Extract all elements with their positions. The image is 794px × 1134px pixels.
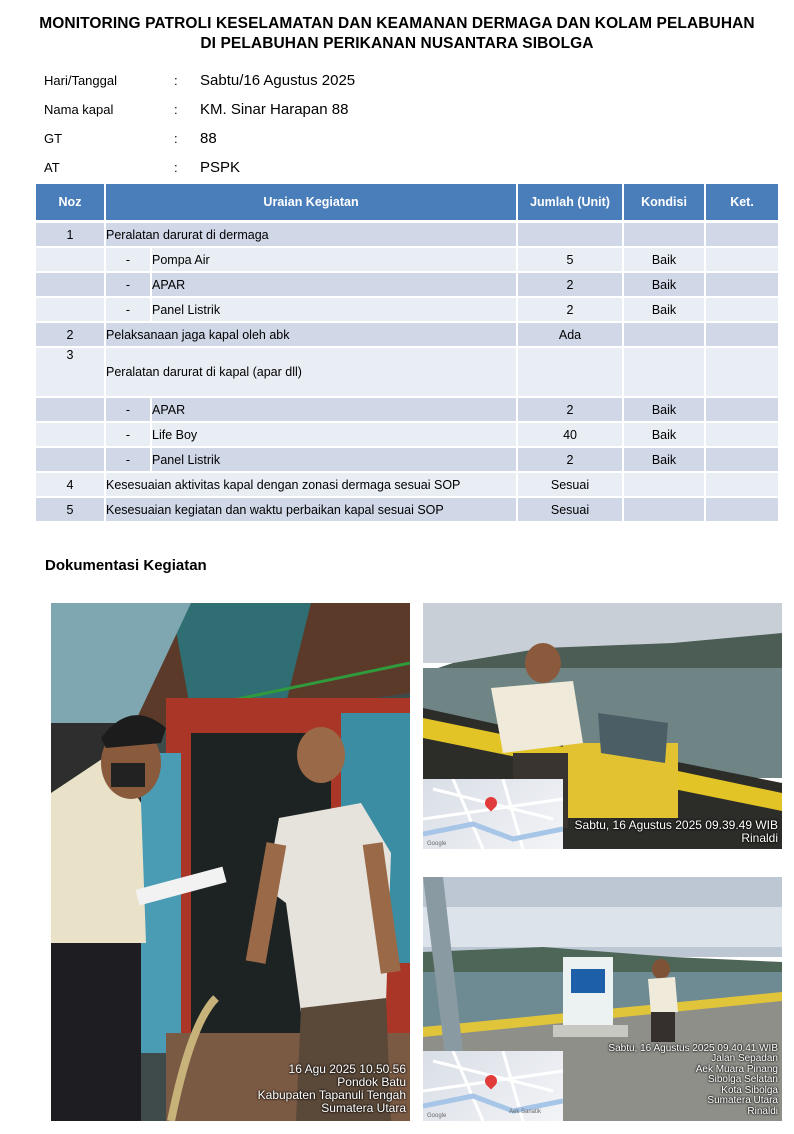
stamp-line: Sabtu, 16 Agustus 2025 09.40.41 WIB — [608, 1042, 778, 1054]
row-uraian: Kesesuaian aktivitas kapal dengan zonasi dermaga sesuai SOP — [106, 473, 518, 498]
gt-value: 88 — [200, 130, 217, 147]
stamp-line: Rinaldi — [741, 831, 778, 845]
row-uraian: Peralatan darurat di dermaga — [106, 223, 518, 248]
row-ket — [706, 448, 780, 473]
stamp-line: Sumatera Utara — [707, 1095, 778, 1106]
info-block — [44, 66, 355, 182]
row-dash: - — [106, 448, 152, 473]
table-row — [36, 223, 780, 248]
photo-timestamp — [608, 1044, 778, 1118]
table-row — [36, 348, 780, 398]
table-row — [36, 323, 780, 348]
row-item: Panel Listrik — [152, 298, 518, 323]
location-map — [423, 779, 563, 849]
stamp-line: Pondok Batu — [337, 1075, 406, 1089]
table-header-row — [36, 184, 780, 223]
colon: : — [174, 102, 178, 117]
photo-timestamp — [258, 1063, 406, 1115]
table-row — [36, 298, 780, 323]
date-value: Sabtu/16 Agustus 2025 — [200, 72, 356, 89]
title-line-1: MONITORING PATROLI KESELAMATAN DAN KEAMANAN DERMAGA DAN KOLAM PELABUHAN — [39, 15, 755, 32]
stamp-line: Sumatera Utara — [321, 1101, 406, 1115]
row-no: 3 — [36, 348, 106, 398]
row-ket — [706, 248, 780, 273]
row-jumlah: 2 — [518, 273, 624, 298]
row-ket — [706, 348, 780, 398]
colon: : — [174, 131, 178, 146]
row-jumlah: 2 — [518, 398, 624, 423]
row-jumlah: Ada — [518, 323, 624, 348]
header-ket: Ket. — [706, 184, 780, 223]
activity-table — [36, 184, 780, 523]
documentation-heading: Dokumentasi Kegiatan — [45, 557, 207, 574]
row-ket — [706, 323, 780, 348]
photo-timestamp — [575, 819, 778, 845]
row-no — [36, 423, 106, 448]
row-item: Panel Listrik — [152, 448, 518, 473]
row-kondisi — [624, 498, 706, 523]
row-kondisi: Baik — [624, 398, 706, 423]
row-kondisi: Baik — [624, 248, 706, 273]
row-uraian: Pelaksanaan jaga kapal oleh abk — [106, 323, 518, 348]
row-item: APAR — [152, 398, 518, 423]
info-row-gt — [44, 124, 355, 153]
row-jumlah — [518, 223, 624, 248]
row-no — [36, 248, 106, 273]
row-dash: - — [106, 298, 152, 323]
row-jumlah: Sesuai — [518, 473, 624, 498]
row-ket — [706, 423, 780, 448]
map-place-label: Aek Sanatik — [509, 1109, 542, 1115]
date-label: Hari/Tanggal — [44, 73, 117, 88]
row-kondisi: Baik — [624, 448, 706, 473]
ship-value: KM. Sinar Harapan 88 — [200, 101, 349, 118]
row-kondisi — [624, 223, 706, 248]
stamp-line: 16 Agu 2025 10.50.56 — [288, 1062, 406, 1076]
photo-pier-equipment — [423, 603, 782, 849]
row-no — [36, 448, 106, 473]
boat-scene-image — [51, 603, 410, 1121]
row-jumlah: 2 — [518, 298, 624, 323]
stamp-line: Aek Muara Pinang — [695, 1063, 778, 1075]
table-row — [36, 448, 780, 473]
at-label: AT — [44, 160, 60, 175]
photo-inspection-boat — [51, 603, 410, 1121]
row-ket — [706, 498, 780, 523]
row-kondisi: Baik — [624, 273, 706, 298]
row-item: APAR — [152, 273, 518, 298]
row-no — [36, 398, 106, 423]
table-row — [36, 398, 780, 423]
row-uraian: Kesesuaian kegiatan dan waktu perbaikan kapal sesuai SOP — [106, 498, 518, 523]
row-ket — [706, 273, 780, 298]
gt-label: GT — [44, 131, 63, 146]
row-kondisi: Baik — [624, 298, 706, 323]
table-row — [36, 248, 780, 273]
header-uraian: Uraian Kegiatan — [106, 184, 518, 223]
colon: : — [174, 160, 178, 175]
row-item: Pompa Air — [152, 248, 518, 273]
colon: : — [174, 73, 178, 88]
stamp-line: Sibolga Selatan — [707, 1074, 778, 1085]
row-uraian: Peralatan darurat di kapal (apar dll) — [106, 348, 518, 398]
row-dash: - — [106, 423, 152, 448]
row-kondisi — [624, 348, 706, 398]
table-row — [36, 473, 780, 498]
info-row-at — [44, 153, 355, 182]
row-ket — [706, 223, 780, 248]
stamp-line: Sabtu, 16 Agustus 2025 09.39.49 WIB — [574, 818, 778, 832]
document-title — [0, 14, 794, 54]
row-jumlah: Sesuai — [518, 498, 624, 523]
info-row-date — [44, 66, 355, 95]
row-ket — [706, 398, 780, 423]
row-no — [36, 298, 106, 323]
row-no: 5 — [36, 498, 106, 523]
table-row — [36, 498, 780, 523]
row-dash: - — [106, 248, 152, 273]
header-no: Noz — [36, 184, 106, 223]
row-jumlah: 5 — [518, 248, 624, 273]
info-row-ship — [44, 95, 355, 124]
stamp-line: Rinaldi — [747, 1105, 778, 1117]
row-ket — [706, 473, 780, 498]
photo-electric-panel — [423, 877, 782, 1121]
row-ket — [706, 298, 780, 323]
header-kondisi: Kondisi — [624, 184, 706, 223]
map-brand: Google — [427, 1113, 447, 1119]
row-no: 1 — [36, 223, 106, 248]
row-dash: - — [106, 273, 152, 298]
row-kondisi: Baik — [624, 423, 706, 448]
row-no: 2 — [36, 323, 106, 348]
at-value: PSPK — [200, 159, 241, 176]
table-row — [36, 273, 780, 298]
location-map — [423, 1051, 563, 1121]
stamp-line: Kabupaten Tapanuli Tengah — [257, 1088, 406, 1102]
row-no — [36, 273, 106, 298]
row-jumlah: 40 — [518, 423, 624, 448]
stamp-line: Kota Sibolga — [721, 1084, 778, 1096]
row-jumlah: 2 — [518, 448, 624, 473]
stamp-line: Jalan Sepadan — [711, 1053, 778, 1064]
row-kondisi — [624, 473, 706, 498]
row-no: 4 — [36, 473, 106, 498]
row-dash: - — [106, 398, 152, 423]
header-jumlah: Jumlah (Unit) — [518, 184, 624, 223]
map-brand: Google — [427, 841, 447, 847]
row-kondisi — [624, 323, 706, 348]
ship-label: Nama kapal — [44, 102, 114, 117]
table-row — [36, 423, 780, 448]
title-line-2: DI PELABUHAN PERIKANAN NUSANTARA SIBOLGA — [200, 35, 594, 52]
map-roads-image — [423, 779, 563, 849]
row-item: Life Boy — [152, 423, 518, 448]
row-jumlah — [518, 348, 624, 398]
